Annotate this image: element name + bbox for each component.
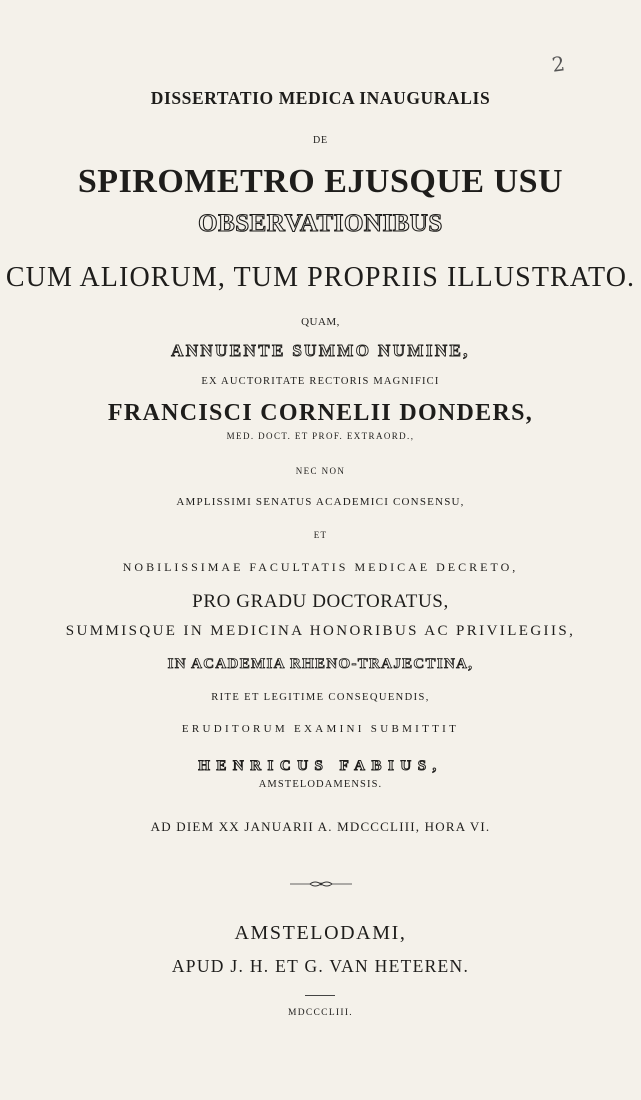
- gradu-line: PRO GRADU DOCTORATUS,: [192, 591, 449, 612]
- dissertation-heading: DISSERTATIO MEDICA INAUGURALIS: [150, 88, 491, 108]
- ornament-divider: [290, 880, 352, 888]
- examini-line: ERUDITORUM EXAMINI SUBMITTIT: [181, 723, 460, 735]
- annuente-line: ANNUENTE SUMMO NUMINE,: [171, 341, 470, 360]
- author-origin: AMSTELODAMENSIS.: [258, 779, 383, 790]
- author-name: HENRICUS FABIUS,: [198, 758, 443, 774]
- imprint-city: AMSTELODAMI,: [234, 922, 407, 944]
- rite-line: RITE ET LEGITIME CONSEQUENDIS,: [211, 692, 430, 703]
- facultas-line: NOBILISSIMAE FACULTATIS MEDICAE DECRETO,: [122, 560, 519, 574]
- defense-date: AD DIEM XX JANUARII A. MDCCCLIII, HORA VI.: [150, 819, 491, 834]
- handwritten-page-number: 2: [550, 51, 567, 77]
- de-line: DE: [313, 135, 328, 146]
- honoribus-line: SUMMISQUE IN MEDICINA HONORIBUS AC PRIVILEGIIS,: [65, 623, 576, 639]
- rector-name: FRANCISCI CORNELII DONDERS,: [107, 400, 534, 426]
- main-title: SPIROMETRO EJUSQUE USU: [77, 163, 564, 200]
- auctoritate-line: EX AUCTORITATE RECTORIS MAGNIFICI: [201, 376, 440, 387]
- imprint-publisher: APUD J. H. ET G. VAN HETEREN.: [171, 956, 470, 976]
- nec-non-line: NEC NON: [295, 466, 346, 476]
- senatus-line: AMPLISSIMI SENATUS ACADEMICI CONSENSU,: [176, 496, 465, 508]
- academia-line: IN ACADEMIA RHENO-TRAJECTINA,: [167, 656, 474, 672]
- et-line: ET: [313, 530, 328, 540]
- short-rule: [305, 995, 335, 996]
- subtitle-line: CUM ALIORUM, TUM PROPRIIS ILLUSTRATO.: [5, 262, 636, 293]
- imprint-year: MDCCCLIII.: [288, 1008, 353, 1018]
- quam-line: QUAM,: [301, 316, 340, 328]
- rector-title: MED. DOCT. ET PROF. EXTRAORD.,: [226, 431, 415, 441]
- main-title-continued: OBSERVATIONIBUS: [198, 210, 443, 237]
